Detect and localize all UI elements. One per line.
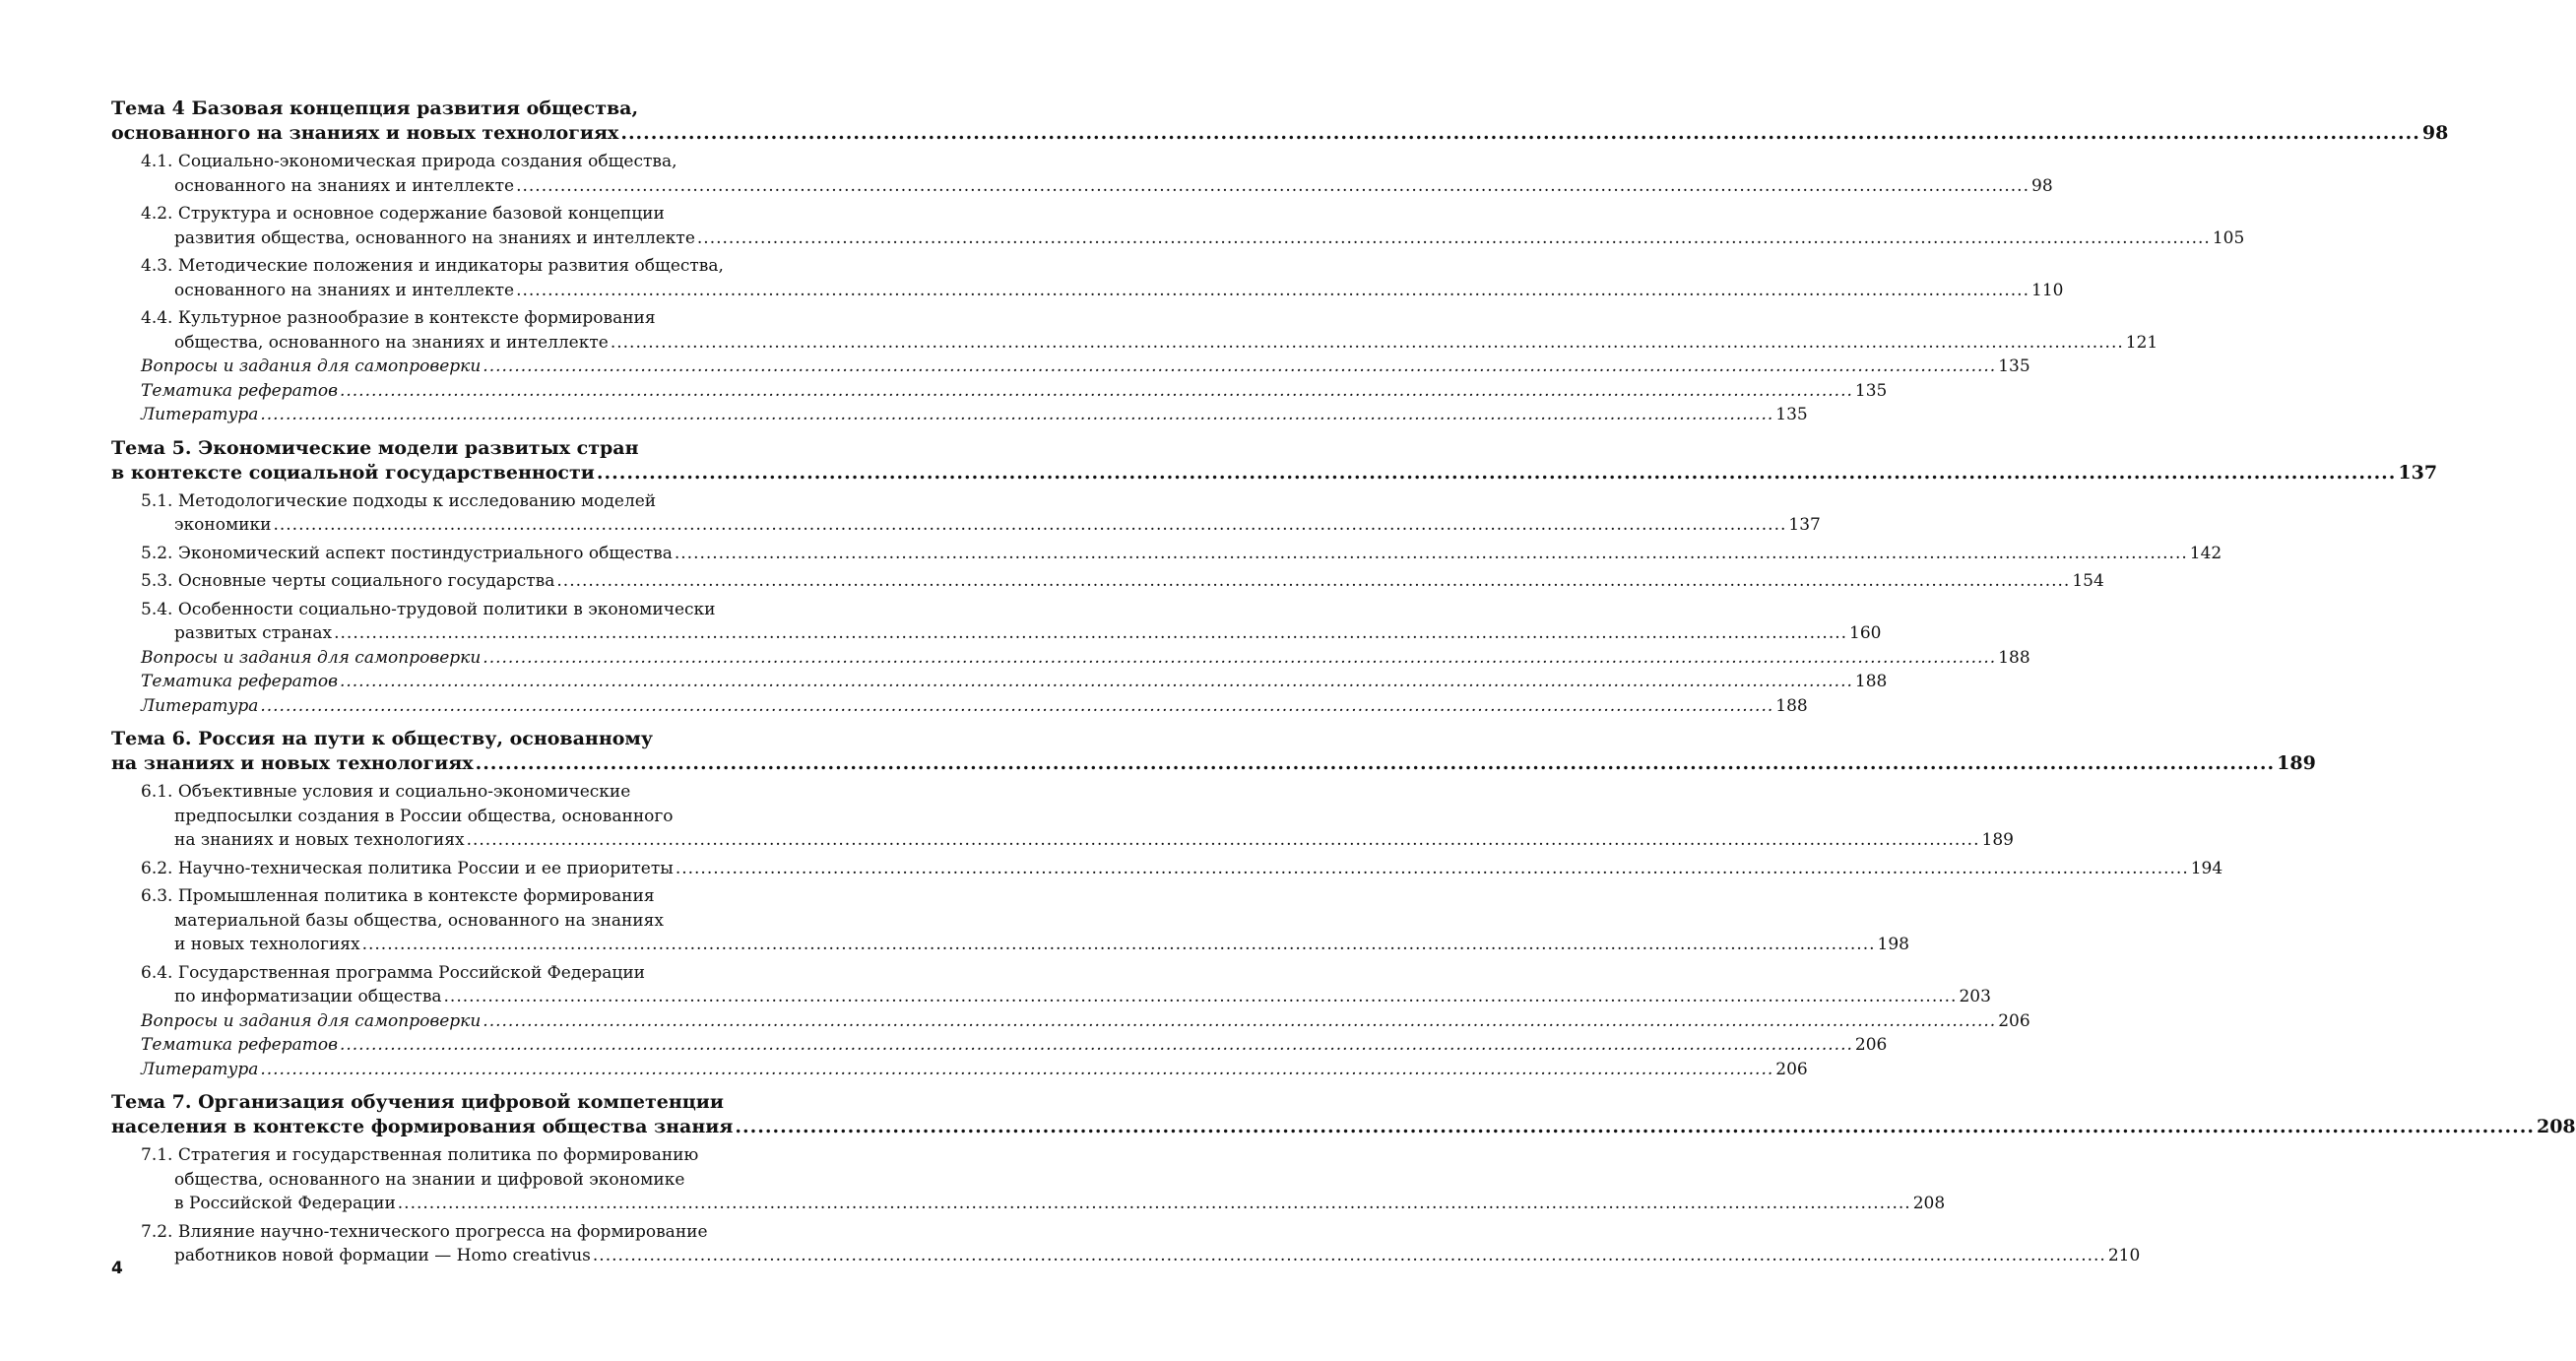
extra-item bbox=[111, 1033, 1888, 1058]
extra-item-text: Тематика рефератов bbox=[141, 1035, 338, 1055]
extra-item bbox=[111, 1009, 2030, 1034]
section-line bbox=[111, 279, 2064, 303]
section-line bbox=[111, 828, 2014, 853]
toc-section bbox=[111, 780, 2014, 853]
extra-item-page: 188 bbox=[1775, 695, 1808, 716]
toc-topic bbox=[111, 727, 2316, 1081]
section-line: 5.4. Особенности социально-трудовой политики в экономически bbox=[141, 599, 716, 619]
extra-item bbox=[111, 1058, 1808, 1082]
extra-item bbox=[111, 355, 2030, 379]
topic-heading bbox=[111, 727, 2316, 776]
section-line-text: основанного на знаниях и интеллекте bbox=[174, 280, 515, 300]
toc-section bbox=[111, 1220, 2141, 1268]
dot-leader bbox=[735, 1116, 2535, 1137]
topic-title-line-page: 137 bbox=[2398, 461, 2438, 484]
toc-extras bbox=[111, 646, 2030, 719]
section-line-page: 137 bbox=[1788, 515, 1821, 535]
toc-topic bbox=[111, 1090, 2576, 1268]
section-line: 5.1. Методологические подходы к исследованию моделей bbox=[141, 490, 657, 511]
section-line: 7.1. Стратегия и государственная политика по формированию bbox=[141, 1145, 699, 1165]
topic-title-line-page: 208 bbox=[2536, 1116, 2576, 1137]
section-line-page: 210 bbox=[2107, 1246, 2141, 1265]
topic-title-line bbox=[111, 461, 2438, 486]
section-line bbox=[111, 174, 2053, 199]
extra-item bbox=[111, 403, 1808, 427]
dot-leader bbox=[483, 1011, 1996, 1031]
section-line-text: на знаниях и новых технологиях bbox=[174, 830, 465, 850]
toc-section bbox=[111, 1143, 1946, 1216]
section-line-page: 142 bbox=[2189, 543, 2222, 563]
dot-leader bbox=[334, 623, 1847, 643]
topic-heading bbox=[111, 1090, 2576, 1139]
section-line: 4.4. Культурное разнообразие в контексте формирования bbox=[141, 308, 656, 328]
section-line: 4.2. Структура и основное содержание базовой концепции bbox=[141, 204, 665, 224]
section-line: 6.3. Промышленная политика в контексте формирования bbox=[141, 886, 655, 906]
section-line-page: 208 bbox=[1912, 1194, 1946, 1213]
extra-item-page: 135 bbox=[1998, 356, 2030, 376]
section-line bbox=[111, 513, 1821, 538]
extra-item bbox=[111, 694, 1808, 719]
section-line-text: 5.3. Основные черты социального государства bbox=[141, 571, 555, 591]
topic-title-line: Тема 7. Организация обучения цифровой компетенции bbox=[111, 1091, 724, 1113]
dot-leader bbox=[260, 696, 1773, 716]
dot-leader bbox=[675, 544, 2188, 563]
extra-item bbox=[111, 379, 1888, 404]
dot-leader bbox=[597, 462, 2397, 484]
topic-title-line bbox=[111, 121, 2449, 146]
topic-title-line-text: в контексте социальной государственности bbox=[111, 461, 595, 484]
section-line-text: и новых технологиях bbox=[174, 935, 360, 954]
dot-leader bbox=[697, 228, 2211, 248]
dot-leader bbox=[476, 752, 2276, 774]
extra-item-page: 188 bbox=[1854, 672, 1888, 691]
dot-leader bbox=[516, 281, 2029, 300]
section-line-page: 110 bbox=[2031, 280, 2064, 300]
dot-leader bbox=[676, 859, 2189, 878]
section-line-text: основанного на знаниях и интеллекте bbox=[174, 175, 515, 196]
section-line bbox=[111, 857, 2223, 881]
section-line: 6.4. Государственная программа Российской Федерации bbox=[141, 962, 645, 983]
toc-topic bbox=[111, 97, 2449, 427]
section-line-page: 105 bbox=[2212, 227, 2245, 248]
topic-title-line: Тема 4 Базовая концепция развития общества, bbox=[111, 97, 639, 119]
extra-item bbox=[111, 670, 1888, 694]
extra-item-text: Вопросы и задания для самопроверки bbox=[141, 1010, 482, 1031]
dot-leader bbox=[620, 122, 2420, 144]
dot-leader bbox=[340, 1035, 1853, 1055]
dot-leader bbox=[260, 405, 1773, 424]
section-line-text: экономики bbox=[174, 515, 272, 535]
dot-leader bbox=[467, 830, 1980, 850]
topic-title-line: Тема 5. Экономические модели развитых стран bbox=[111, 436, 639, 459]
toc-section bbox=[111, 569, 2104, 594]
toc-section bbox=[111, 306, 2158, 355]
section-line: 6.1. Объективные условия и социально-экономические bbox=[141, 782, 631, 802]
section-line-page: 160 bbox=[1849, 623, 1882, 643]
section-line: 7.2. Влияние научно-технического прогресса на формирование bbox=[141, 1221, 708, 1242]
section-line bbox=[111, 227, 2245, 251]
section-line-page: 154 bbox=[2072, 571, 2104, 591]
section-line-text: работников новой формации — Homo creativus bbox=[174, 1246, 591, 1265]
section-line: материальной базы общества, основанного на знаниях bbox=[174, 910, 664, 931]
extra-item-page: 188 bbox=[1998, 647, 2030, 668]
section-line bbox=[111, 1244, 2141, 1268]
topic-title-line bbox=[111, 751, 2316, 776]
dot-leader bbox=[260, 1060, 1773, 1079]
extra-item-text: Вопросы и задания для самопроверки bbox=[141, 356, 482, 376]
dot-leader bbox=[398, 1194, 1911, 1213]
section-line-text: общества, основанного на знаниях и интеллекте bbox=[174, 332, 609, 353]
section-line-text: развития общества, основанного на знаниях и интеллекте bbox=[174, 227, 695, 248]
section-line-page: 98 bbox=[2031, 175, 2053, 196]
dot-leader bbox=[273, 515, 1786, 535]
dot-leader bbox=[516, 176, 2029, 196]
toc-section bbox=[111, 150, 2053, 198]
toc-section bbox=[111, 961, 1991, 1009]
topic-heading bbox=[111, 436, 2438, 486]
toc-section bbox=[111, 857, 2223, 881]
extra-item-text: Литература bbox=[141, 405, 259, 424]
dot-leader bbox=[556, 571, 2070, 591]
extra-item-text: Тематика рефератов bbox=[141, 380, 338, 401]
toc-section bbox=[111, 254, 2064, 302]
topic-title-line-page: 98 bbox=[2421, 122, 2449, 144]
section-line-text: развитых странах bbox=[174, 623, 333, 643]
toc-section bbox=[111, 598, 1882, 646]
section-line-text: в Российской Федерации bbox=[174, 1194, 396, 1213]
page-number: 4 bbox=[111, 1259, 123, 1278]
section-line-page: 194 bbox=[2190, 858, 2223, 878]
section-line bbox=[111, 621, 1882, 646]
toc-section bbox=[111, 202, 2245, 250]
dot-leader bbox=[444, 987, 1958, 1006]
section-line bbox=[111, 542, 2222, 566]
extra-item-page: 206 bbox=[1775, 1059, 1808, 1079]
extra-item bbox=[111, 646, 2030, 671]
dot-leader bbox=[340, 672, 1853, 691]
section-line: 4.1. Социально-экономическая природа создания общества, bbox=[141, 152, 677, 171]
table-of-contents bbox=[111, 97, 2576, 1277]
toc-section bbox=[111, 489, 1821, 538]
extra-item-text: Вопросы и задания для самопроверки bbox=[141, 647, 482, 668]
topic-title-line-text: на знаниях и новых технологиях bbox=[111, 752, 474, 774]
extra-item-text: Литература bbox=[141, 695, 259, 716]
dot-leader bbox=[362, 935, 1876, 954]
section-line bbox=[111, 933, 1909, 957]
topic-title-line bbox=[111, 1115, 2576, 1139]
section-line-text: 5.2. Экономический аспект постиндустриального общества bbox=[141, 543, 673, 563]
toc-extras bbox=[111, 355, 2030, 427]
section-line bbox=[111, 1192, 1946, 1216]
topic-title-line-text: населения в контексте формирования общества знания bbox=[111, 1116, 734, 1137]
dot-leader bbox=[340, 381, 1853, 401]
extra-item-page: 206 bbox=[1998, 1010, 2030, 1031]
section-line-text: 6.2. Научно-техническая политика России и ее приоритеты bbox=[141, 858, 674, 878]
section-line bbox=[111, 985, 1991, 1009]
topic-title-line: Тема 6. Россия на пути к обществу, основанному bbox=[111, 728, 654, 749]
section-line bbox=[111, 331, 2158, 356]
toc-extras bbox=[111, 1009, 2030, 1082]
extra-item-page: 135 bbox=[1854, 380, 1888, 401]
topic-title-line-text: основанного на знаниях и новых технологиях bbox=[111, 122, 619, 144]
toc-section bbox=[111, 542, 2222, 566]
section-line: 4.3. Методические положения и индикаторы развития общества, bbox=[141, 256, 724, 276]
extra-item-page: 135 bbox=[1775, 405, 1808, 424]
section-line-page: 203 bbox=[1959, 987, 1991, 1006]
extra-item-page: 206 bbox=[1854, 1035, 1888, 1055]
section-line-page: 198 bbox=[1877, 935, 1909, 954]
toc-section bbox=[111, 884, 1909, 957]
toc-topic bbox=[111, 436, 2438, 719]
dot-leader bbox=[611, 333, 2124, 353]
section-line-page: 189 bbox=[1981, 830, 2014, 850]
section-line: общества, основанного на знании и цифровой экономике bbox=[174, 1169, 685, 1190]
topic-heading bbox=[111, 97, 2449, 146]
section-line-text: по информатизации общества bbox=[174, 987, 442, 1006]
dot-leader bbox=[483, 648, 1996, 668]
section-line-page: 121 bbox=[2125, 332, 2158, 353]
dot-leader bbox=[593, 1246, 2106, 1265]
topic-title-line-page: 189 bbox=[2277, 752, 2316, 774]
dot-leader bbox=[483, 356, 1996, 376]
extra-item-text: Тематика рефератов bbox=[141, 672, 338, 691]
section-line: предпосылки создания в России общества, основанного bbox=[174, 806, 674, 826]
extra-item-text: Литература bbox=[141, 1059, 259, 1079]
section-line bbox=[111, 569, 2104, 594]
